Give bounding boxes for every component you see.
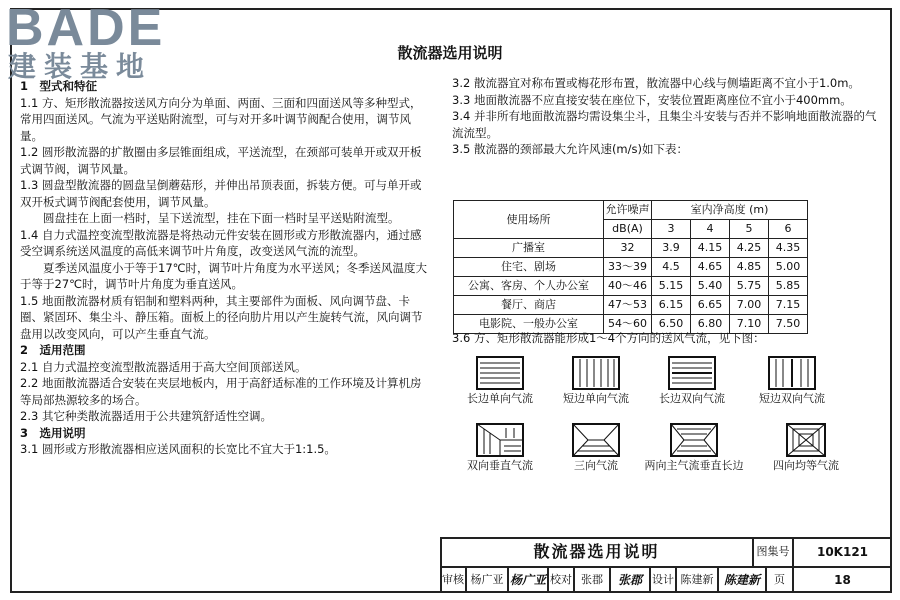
cell-speed: 5.00 <box>769 258 808 277</box>
cell-speed: 4.85 <box>730 258 769 277</box>
paragraph: 圆盘挂在上面一档时，呈下送流型，挂在下面一档时呈平送贴附流型。 <box>20 211 400 225</box>
diagram-label: 短边单向气流 <box>563 392 629 405</box>
cell-place: 餐厅、商店 <box>454 296 604 315</box>
airflow-four-way-equal-icon <box>786 423 826 457</box>
header-noise-2: dB(A) <box>604 220 652 239</box>
wind-speed-table-wrap <box>453 200 808 334</box>
cell-speed: 4.15 <box>691 239 730 258</box>
cell-speed: 7.15 <box>769 296 808 315</box>
cell-speed: 7.00 <box>730 296 769 315</box>
cell-speed: 4.25 <box>730 239 769 258</box>
cell-noise: 40～46 <box>604 277 652 296</box>
table-row <box>454 258 808 277</box>
logo-text: BADE <box>6 0 166 57</box>
diagram-two-main-vertical-long <box>632 423 756 473</box>
paragraph: 3.1 圆形或方形散流器相应送风面积的长宽比不宜大于1:1.5。 <box>20 442 336 456</box>
diagram-label: 双向垂直气流 <box>467 459 533 472</box>
title-block-name: 散流器选用说明 <box>440 537 753 567</box>
header-height-value: 3 <box>652 220 691 239</box>
cell-speed: 6.50 <box>652 315 691 334</box>
table-row <box>454 296 808 315</box>
airflow-long-side-two-way-icon <box>668 356 716 390</box>
paragraph: 3.2 散流器宜对称布置或梅花形布置，散流器中心线与侧墙距离不宜小于1.0m。 <box>452 76 860 90</box>
diagram-label: 两向主气流垂直长边 <box>644 459 744 472</box>
diagram-label: 四向均等气流 <box>773 459 839 472</box>
cell-speed: 6.80 <box>691 315 730 334</box>
diagram-short-side-two-way <box>740 356 844 406</box>
cell-noise: 33～39 <box>604 258 652 277</box>
section-heading: 1 型式和特征 <box>20 79 98 93</box>
paragraph: 3.5 散流器的颈部最大允许风速(m/s)如下表： <box>452 142 688 156</box>
header-height: 室内净高度 (m) <box>652 201 808 220</box>
paragraph: 3.4 并非所有地面散流器均需设集尘斗，且集尘斗安装与否并不影响地面散流器的气流流型。 <box>452 109 877 140</box>
cell-place: 住宅、剧场 <box>454 258 604 277</box>
paragraph: 2.2 地面散流器适合安装在夹层地板内，用于高舒适标准的工作环境及计算机房等局部热源较多的场合。 <box>20 376 422 407</box>
paragraph: 2.3 其它种类散流器适用于公共建筑舒适性空调。 <box>20 409 272 423</box>
cell-speed: 3.9 <box>652 239 691 258</box>
paragraph: 1.2 圆形散流器的扩散圈由多层锥面组成，平送流型，在颈部可装单开或双开板式调节阀，调节风量。 <box>20 145 422 176</box>
review-label: 审核 <box>440 567 466 593</box>
cell-noise: 47～53 <box>604 296 652 315</box>
checker-name: 张郡 <box>574 567 610 593</box>
paragraph: 1.4 自力式温控变流型散流器是将热动元件安装在圆形或方形散流器内，通过感受空调系统送风温度的高低来调节叶片角度，改变送风气流的流型。 <box>20 227 422 258</box>
header-height-value: 5 <box>730 220 769 239</box>
diagram-long-side-one-way <box>452 356 548 406</box>
paragraph: 夏季送风温度小于等于17℃时，调节叶片角度为水平送风；冬季送风温度大于等于27℃时，调节叶片角度为垂直送风。 <box>20 260 428 291</box>
cell-speed: 6.15 <box>652 296 691 315</box>
reviewer-signature: 杨广亚 <box>508 567 548 593</box>
diagram-label: 三向气流 <box>574 459 618 472</box>
cell-speed: 7.10 <box>730 315 769 334</box>
section-heading: 3 选用说明 <box>20 425 86 440</box>
designer-name: 陈建新 <box>676 567 718 593</box>
atlas-label: 图集号 <box>753 537 793 567</box>
cell-speed: 4.35 <box>769 239 808 258</box>
cell-noise: 54～60 <box>604 315 652 334</box>
header-height-value: 6 <box>769 220 808 239</box>
airflow-three-way-icon <box>572 423 620 457</box>
cell-speed: 5.40 <box>691 277 730 296</box>
paragraph: 1.3 圆盘型散流器的圆盘呈倒蘑菇形，并伸出吊顶表面，拆装方便。可与单开或双开板式调节阀配套使用，调节风量。 <box>20 178 422 209</box>
diagram-two-way-vertical <box>452 423 548 473</box>
page-title: 散流器选用说明 <box>397 44 503 62</box>
page-number: 18 <box>793 567 892 593</box>
reviewer-name: 杨广亚 <box>466 567 508 593</box>
section-heading: 2 适用范围 <box>20 343 86 357</box>
page-label: 页 <box>766 567 793 593</box>
cell-speed: 5.15 <box>652 277 691 296</box>
cell-place: 公寓、客房、个人办公室 <box>454 277 604 296</box>
cell-speed: 5.75 <box>730 277 769 296</box>
airflow-short-side-two-way-icon <box>768 356 816 390</box>
cell-speed: 4.65 <box>691 258 730 277</box>
cell-place: 电影院、一般办公室 <box>454 315 604 334</box>
table-row <box>454 239 808 258</box>
airflow-short-side-one-way-icon <box>572 356 620 390</box>
cell-speed: 4.5 <box>652 258 691 277</box>
design-label: 设计 <box>650 567 676 593</box>
paragraph: 1.1 方、矩形散流器按送风方向分为单面、两面、三面和四面送风等多种型式，常用四面送风。气流为平送贴附流型，可与对开多叶调节阀配合使用，调节风量。 <box>20 95 422 143</box>
left-column <box>20 78 430 458</box>
diagram-short-side-one-way <box>548 356 644 406</box>
header-place: 使用场所 <box>454 201 604 239</box>
diagram-label: 长边单向气流 <box>467 392 533 405</box>
atlas-number: 10K121 <box>793 537 892 567</box>
paragraph: 3.3 地面散流器不应直接安装在座位下，安装位置距离座位不宜小于400mm。 <box>452 92 852 107</box>
diagram-label: 长边双向气流 <box>659 392 725 405</box>
note-3-6: 3.6 方、矩形散流器能形成1～4个方向的送风气流，见下图： <box>452 331 765 345</box>
diagram-three-way <box>548 423 644 473</box>
cell-place: 广播室 <box>454 239 604 258</box>
airflow-two-way-vertical-icon <box>476 423 524 457</box>
header-noise-1: 允许噪声 <box>604 201 652 220</box>
cell-noise: 32 <box>604 239 652 258</box>
paragraph: 1.5 地面散流器材质有铝制和塑料两种，其主要部件为面板、风向调节盘、卡圈、紧固环、集尘斗、静压箱。面板上的径向肋片用以产生旋转气流，风向调节盘用以改变风向，可以产生垂直气流。 <box>20 293 423 341</box>
diagram-long-side-two-way <box>644 356 740 406</box>
paragraph: 2.1 自力式温控变流型散流器适用于高大空间顶部送风。 <box>20 359 307 374</box>
cell-speed: 6.65 <box>691 296 730 315</box>
diagram-label: 短边双向气流 <box>759 392 825 405</box>
header-height-value: 4 <box>691 220 730 239</box>
right-column <box>452 75 882 158</box>
checker-signature: 张郡 <box>610 567 650 593</box>
airflow-two-main-vertical-long-icon <box>670 423 718 457</box>
logo-subtext: 建装基地 <box>8 50 153 83</box>
table-row <box>454 277 808 296</box>
airflow-long-side-one-way-icon <box>476 356 524 390</box>
diagram-four-way-equal <box>756 423 856 473</box>
wind-speed-table <box>453 200 808 334</box>
cell-speed: 7.50 <box>769 315 808 334</box>
check-label: 校对 <box>548 567 574 593</box>
cell-speed: 5.85 <box>769 277 808 296</box>
designer-signature: 陈建新 <box>718 567 766 593</box>
